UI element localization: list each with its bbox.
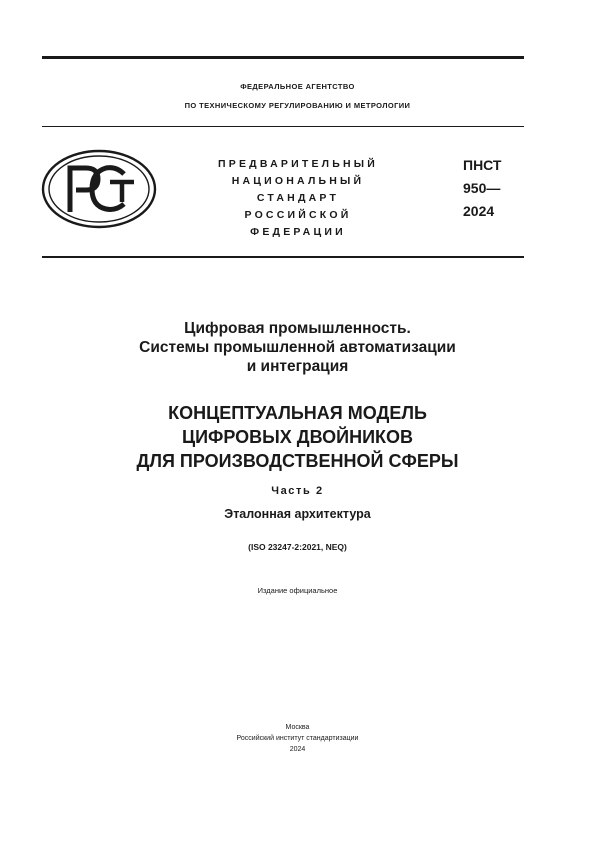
- standard-type-2: НАЦИОНАЛЬНЫЙ: [231, 175, 365, 187]
- designation-prefix: ПНСТ: [463, 157, 502, 173]
- standard-type-4: РОССИЙСКОЙ: [244, 209, 352, 221]
- iso-reference: (ISO 23247-2:2021, NEQ): [248, 542, 347, 552]
- header-rule: [42, 256, 524, 258]
- title-main-line-3: ДЛЯ ПРОИЗВОДСТВЕННОЙ СФЕРЫ: [136, 451, 459, 471]
- standard-type-3: СТАНДАРТ: [256, 192, 340, 204]
- agency-line-2: ПО ТЕХНИЧЕСКОМУ РЕГУЛИРОВАНИЮ И МЕТРОЛОГИИ: [184, 101, 411, 110]
- agency-line-1: ФЕДЕРАЛЬНОЕ АГЕНТСТВО: [240, 82, 355, 91]
- publisher-city: Москва: [285, 724, 310, 731]
- title-group-line-2: Системы промышленной автоматизации: [139, 339, 456, 356]
- publisher-institute: Российский институт стандартизации: [236, 735, 359, 742]
- standard-type-1: ПРЕДВАРИТЕЛЬНЫЙ: [218, 158, 378, 170]
- designation-year: 2024: [463, 203, 495, 219]
- top-rule: [42, 56, 524, 59]
- edition-note: Издание официальное: [257, 586, 338, 595]
- part-label: Часть 2: [271, 485, 324, 497]
- title-main-line-1: КОНЦЕПТУАЛЬНАЯ МОДЕЛЬ: [168, 403, 427, 423]
- agency-rule: [42, 126, 524, 127]
- publisher-year: 2024: [289, 746, 306, 753]
- part-subtitle: Эталонная архитектура: [224, 507, 371, 521]
- title-main-line-2: ЦИФРОВЫХ ДВОЙНИКОВ: [181, 427, 414, 447]
- gost-r-emblem-icon: [40, 148, 158, 230]
- title-group-line-1: Цифровая промышленность.: [184, 320, 411, 337]
- designation-number: 950—: [463, 180, 501, 196]
- standard-type-5: ФЕДЕРАЦИИ: [250, 226, 346, 238]
- title-group-line-3: и интеграция: [246, 358, 349, 375]
